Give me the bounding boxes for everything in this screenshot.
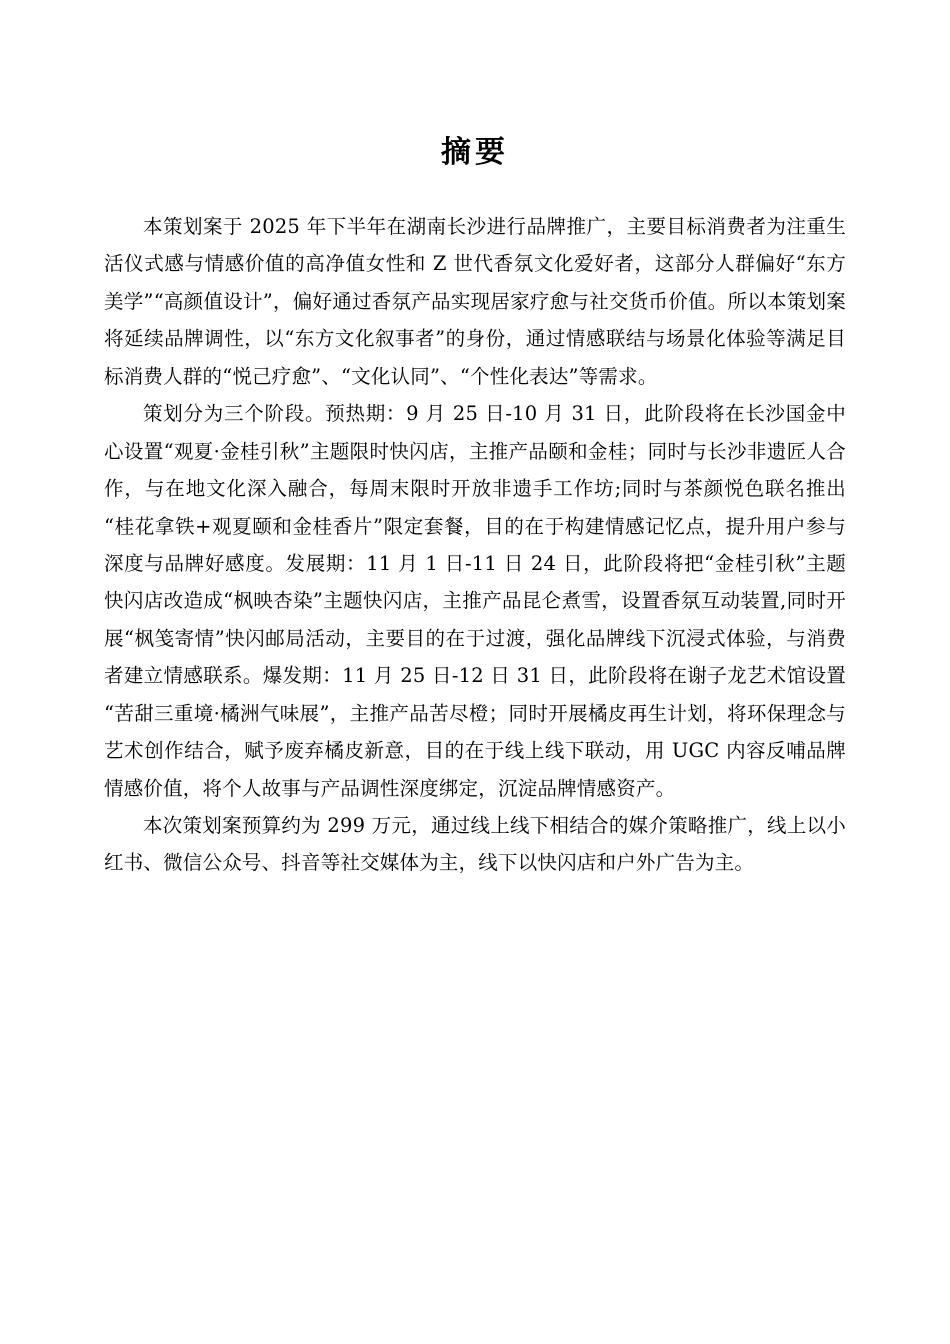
abstract-paragraph-2: 策划分为三个阶段。预热期：9 月 25 日-10 月 31 日，此阶段将在长沙国金中心设置“观夏·金桂引秋”主题限时快闪店，主推产品颐和金桂；同时与长沙非遗匠人合作，与在地文化深入融合，每周末限时开放非遗手工作坊;同时与茶颜悦色联名推出“桂花拿铁+观夏颐和金桂香片”限定套餐，目的在于构建情感记忆点，提升用户参与深度与品牌好感度。发展期：11 月 1 日-11 日 24 日，此阶段将把“金桂引秋”主题快闪店改造成“枫映杏染”主题快闪店，主推产品昆仑煮雪，设置香氛互动装置,同时开展“枫笺寄情”快闪邮局活动，主要目的在于过渡，强化品牌线下沉浸式体验，与消费者建立情感联系。爆发期：11 月 25 日-12 日 31 日，此阶段将在谢子龙艺术馆设置“苦甜三重境·橘洲气味展”，主推产品苦尽橙；同时开展橘皮再生计划，将环保理念与艺术创作结合，赋予废弃橘皮新意，目的在于线上线下联动，用 UGC 内容反哺品牌情感价值，将个人故事与产品调性深度绑定，沉淀品牌情感资产。 bbox=[104, 402, 846, 800]
page-title: 摘要 bbox=[441, 135, 509, 170]
abstract-paragraph-1: 本策划案于 2025 年下半年在湖南长沙进行品牌推广，主要目标消费者为注重生活仪式感与情感价值的高净值女性和 Z 世代香氛文化爱好者，这部分人群偏好“东方美学”“高颜值设计”，偏好通过香氛产品实现居家疗愈与社交货币价值。所以本策划案将延续品牌调性，以“东方文化叙事者”的身份，通过情感联结与场景化体验等满足目标消费人群的“悦己疗愈”、“文化认同”、“个性化表达”等需求。 bbox=[104, 215, 846, 388]
abstract-paragraph-3: 本次策划案预算约为 299 万元，通过线上线下相结合的媒介策略推广，线上以小红书、微信公众号、抖音等社交媒体为主，线下以快闪店和户外广告为主。 bbox=[104, 814, 846, 875]
